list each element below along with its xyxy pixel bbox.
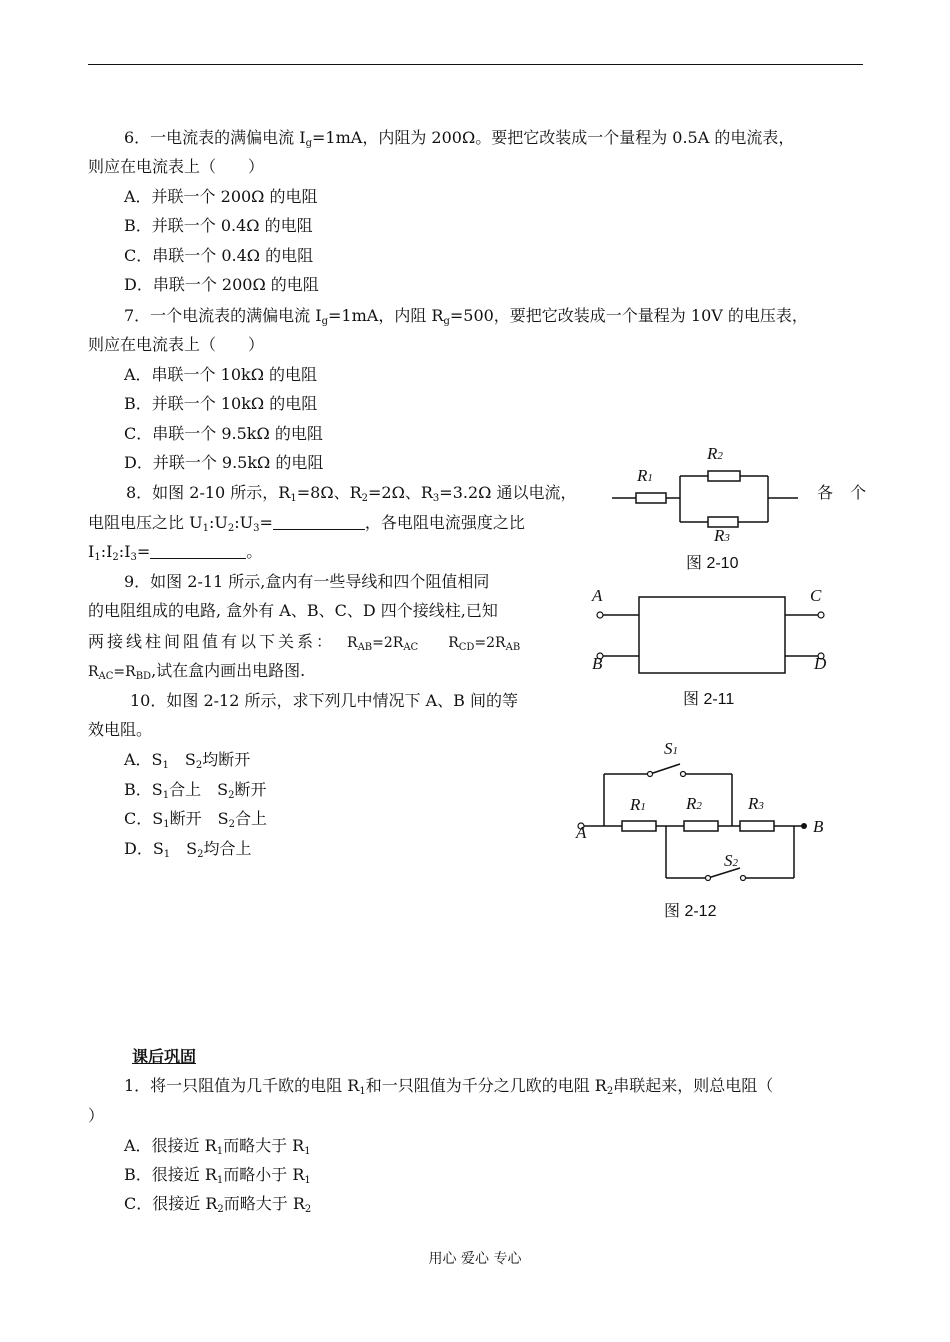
fig210-label-r2: R2 — [707, 444, 723, 463]
q9-stem-line4: $R_{AC}=R_{BD}$,试在盒内画出电路图. — [88, 661, 306, 682]
fig212-label-s2: S2 — [724, 851, 738, 870]
q8-stem-line1: 8．如图 2-10 所示，$R_1=8\Omega$、$R_2=2\Omega$、$R_3=3.2\Omega$ 通以电流， — [126, 483, 577, 504]
q8-stem-line3: $I_1:I_2:I_3=$ 。 — [88, 542, 263, 563]
section-q1-line2: ） — [88, 1106, 105, 1125]
q7-stem-line2: 则应在电流表上（ ） — [88, 335, 265, 354]
fig211-caption: 图 2-11 — [683, 691, 735, 708]
section-q1-line1: 1．将一只阻值为几千欧的电阻 $R_1$和一只阻值为千分之几欧的电阻 $R_2$串联起来，则总电阻（ — [124, 1076, 774, 1097]
q7-stem-line1: 7．一个电流表的满偏电流 $I_g=1mA$，内阻 $R_g=500$，要把它改装成一个量程为 10V 的电压表， — [124, 306, 808, 327]
q8-stem-line2: 电阻电压之比 $U_1:U_2:U_3=$ ，各电阻电流强度之比 — [88, 513, 525, 534]
q10-option-a: A．$S_1$ $S_2$均断开 — [124, 750, 251, 771]
q10-option-c: C．$S_1$断开 $S_2$合上 — [124, 809, 267, 830]
fig211-label-a: A — [592, 586, 603, 605]
fig212-label-s1: S1 — [664, 739, 678, 758]
q7-option-d: D．并联一个 9.5kΩ 的电阻 — [124, 453, 324, 472]
q7-option-c: C．串联一个 9.5kΩ 的电阻 — [124, 424, 323, 443]
fig212-label-a: A — [576, 823, 587, 842]
fig211-label-b: B — [592, 654, 603, 673]
fig212-resistor-r3 — [740, 821, 774, 831]
q8-stem-line1-tail: 各 个 — [817, 483, 873, 502]
q6-option-b: B．并联一个 0.4Ω 的电阻 — [124, 216, 313, 235]
q6-option-c: C．串联一个 0.4Ω 的电阻 — [124, 246, 314, 265]
q10-option-b: B．$S_1$合上 $S_2$断开 — [124, 780, 267, 801]
q10-option-d: D．$S_1$ $S_2$均合上 — [124, 839, 252, 860]
q9-stem-line1: 9．如图 2-11 所示,盒内有一些导线和四个阻值相同 — [124, 572, 490, 591]
q7-option-b: B．并联一个 10kΩ 的电阻 — [124, 394, 318, 413]
fig212-label-r3: R3 — [748, 794, 764, 813]
q9-stem-line2: 的电阻组成的电路, 盒外有 A、B、C、D 四个接线柱,已知 — [88, 601, 498, 620]
fig212-label-b: B — [813, 817, 824, 836]
page-footer: 用心 爱心 专心 — [428, 1251, 522, 1267]
q6-option-a: A．并联一个 200Ω 的电阻 — [124, 187, 318, 206]
q6-stem-line2: 则应在电流表上（ ） — [88, 157, 265, 176]
fig210-label-r3: R3 — [714, 526, 730, 545]
q7-option-a: A．串联一个 10kΩ 的电阻 — [124, 365, 318, 384]
q6-option-d: D．串联一个 200Ω 的电阻 — [124, 275, 319, 294]
fig212-terminal-b — [801, 823, 807, 829]
section-q1-option-b: B．很接近 $R_1$而略小于 $R_1$ — [124, 1165, 311, 1186]
section-q1-option-c: C．很接近 $R_2$而略大于 $R_2$ — [124, 1194, 312, 1215]
fig211-label-d: D — [814, 654, 827, 673]
fig212-switch-s1 — [650, 764, 680, 774]
fig210-label-r1: R1 — [637, 466, 653, 485]
q10-stem-line1: 10．如图 2-12 所示，求下列几中情况下 A、B 间的等 — [130, 691, 518, 710]
fig212-resistor-r2 — [684, 821, 718, 831]
q9-stem-line3: 两接线柱间阻值有以下关系： $R_{AB}=2R_{AC}$ $R_{CD}=2R_{AB}$ — [88, 632, 521, 653]
fig212-label-r2: R2 — [686, 794, 702, 813]
fig212-resistor-r1 — [622, 821, 656, 831]
fig212-caption: 图 2-12 — [664, 903, 717, 920]
section-q1-option-a: A．很接近 $R_1$而略大于 $R_1$ — [124, 1136, 311, 1157]
fig210-caption: 图 2-10 — [686, 555, 739, 572]
q6-stem-line1: 6．一电流表的满偏电流 $I_g=1mA$，内阻为 200Ω。要把它改装成一个量程为 0.5A 的电流表， — [124, 128, 795, 149]
section-title: 课后巩固 — [132, 1047, 197, 1066]
q10-stem-line2: 效电阻。 — [88, 720, 153, 739]
fig212-label-r1: R1 — [630, 795, 646, 814]
fig211-label-c: C — [810, 586, 822, 605]
